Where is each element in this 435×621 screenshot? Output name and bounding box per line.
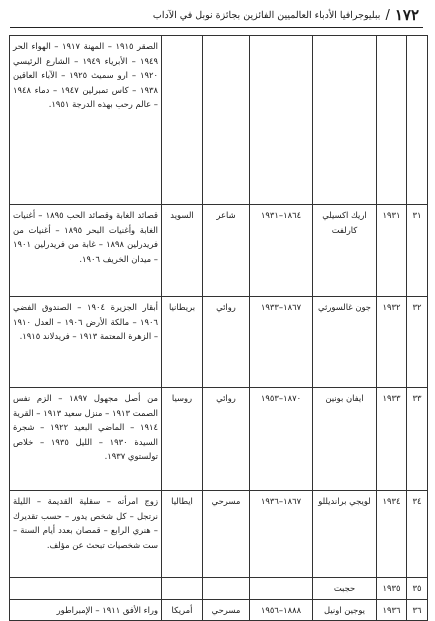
life-dates: ١٨٦٤–١٩٣١: [250, 205, 313, 297]
country: روسيا: [162, 388, 203, 491]
table-row: [10, 297, 428, 388]
award-year: ١٩٣١: [377, 205, 407, 297]
works-list: زوج امرأته – سقلية القديمة – الليلة نرتجل – كل شخص يدور – حسب تقديرك – هنري الرابع – قمصان بعدد أيام السنة – ست شخصيات تبحث عن مؤلف.: [10, 491, 162, 578]
literary-genre: شاعر: [203, 205, 250, 297]
table-row: [10, 599, 428, 621]
country: السويد: [162, 205, 203, 297]
literary-genre: [203, 36, 250, 205]
table-row: [10, 205, 428, 297]
literary-genre: مسرحي: [203, 599, 250, 621]
literary-genre: مسرحي: [203, 491, 250, 578]
entry-number: ٣٥: [407, 578, 428, 600]
country: [162, 578, 203, 600]
laureate-name: اريك اكسيلي كارلفت: [313, 205, 377, 297]
table-row: [10, 388, 428, 491]
entry-number: ٣٤: [407, 491, 428, 578]
works-list: [10, 578, 162, 600]
literary-genre: [203, 578, 250, 600]
laureate-name: [313, 36, 377, 205]
table-row: [10, 491, 428, 578]
works-list: أبقار الجزيرة ١٩٠٤ – الصندوق الفضي ١٩٠٦ – مالكة الأرض ١٩٠٦ – العدل ١٩١٠ – الزهرة المعتمة ١٩١٣ – فريدلاند ١٩١٥.: [10, 297, 162, 388]
entry-number: ٣٣: [407, 388, 428, 491]
works-list: من أصل مجهول ١٨٩٧ – الزم نفس الصمت ١٩١٣ – منزل سعيد ١٩١٣ – القرية ١٩١٤ – الماضي البعيد ١٩٢٢ – شجرة السيدة ١٩٣٠ – الليل ١٩٣٥ – خلاص تولستوي ١٩٣٧.: [10, 388, 162, 491]
page-number: ١٧٢: [394, 6, 419, 24]
award-year: ١٩٣٦: [377, 599, 407, 621]
award-year: ١٩٣٢: [377, 297, 407, 388]
life-dates: [250, 36, 313, 205]
entry-number: ٣٦: [407, 599, 428, 621]
laureates-table: [9, 35, 428, 621]
works-list: وراء الأفق ١٩١١ – الإمبراطور: [10, 599, 162, 621]
literary-genre: روائي: [203, 297, 250, 388]
laureate-name: ايفان بونين: [313, 388, 377, 491]
country: ايطاليا: [162, 491, 203, 578]
country: أمريكا: [162, 599, 203, 621]
table-row: [10, 36, 428, 205]
literary-genre: روائي: [203, 388, 250, 491]
laureate-name: حجبت: [313, 578, 377, 600]
award-year: ١٩٣٥: [377, 578, 407, 600]
entry-number: ٣٢: [407, 297, 428, 388]
life-dates: [250, 578, 313, 600]
header-separator: /: [385, 7, 390, 23]
works-list: الصقر ١٩١٥ – المهنة ١٩١٧ – الهواء الحر ١٩٤٩ – الأبرياء ١٩٤٩ – الشارع الرئيسي ١٩٢٠ – ارو سميث ١٩٢٥ – الآباء العاقين ١٩٣٨ – كاس تمبرلين ١٩٤٧ – دماء ١٩٤٨ – عالم رحب بهذه الدرجة ١٩٥١.: [10, 36, 162, 205]
country: [162, 36, 203, 205]
entry-number: [407, 36, 428, 205]
table-row: [10, 578, 428, 600]
life-dates: ١٨٨٨–١٩٥٦: [250, 599, 313, 621]
header-rule: [10, 27, 423, 28]
award-year: [377, 36, 407, 205]
laureate-name: لويجي برانديللو: [313, 491, 377, 578]
entry-number: ٣١: [407, 205, 428, 297]
country: بريطانيا: [162, 297, 203, 388]
laureate-name: جون غالسورثي: [313, 297, 377, 388]
life-dates: ١٨٦٧–١٩٣٦: [250, 491, 313, 578]
running-header: [12, 6, 419, 24]
award-year: ١٩٣٣: [377, 388, 407, 491]
laureate-name: يوجين اونيل: [313, 599, 377, 621]
life-dates: ١٨٦٧–١٩٣٣: [250, 297, 313, 388]
works-list: قصائد الغابة وقصائد الحب ١٨٩٥ – أغنيات الغابة وأغنيات البحر ١٨٩٥ – أغنيات من فريدرلين ١٨٩٨ – غابة من فريدرلين ١٩٠١ – ميدان الخريف ١٩٠٦.: [10, 205, 162, 297]
award-year: ١٩٣٤: [377, 491, 407, 578]
life-dates: ١٨٧٠–١٩٥٣: [250, 388, 313, 491]
running-title: ببليوجرافيا الأدباء العالميين الفائزين بجائزة نوبل في الآداب: [152, 9, 381, 21]
